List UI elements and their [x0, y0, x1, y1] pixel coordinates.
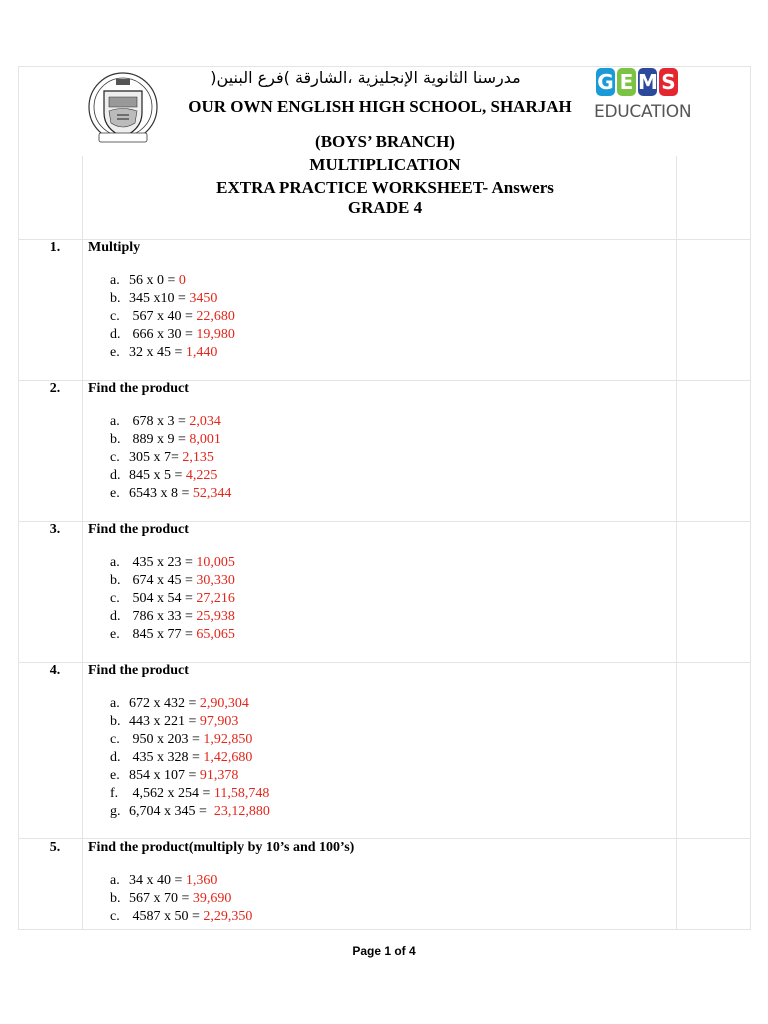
answer-item	[110, 713, 270, 731]
branch-label: (BOYS’ BRANCH)	[315, 132, 455, 151]
answer-item	[110, 749, 270, 767]
question-number: 4.	[49, 663, 61, 678]
item-answer: 52,344	[192, 486, 232, 501]
item-answer: 2,034	[189, 414, 221, 429]
item-answer: 0	[178, 273, 186, 288]
item-letter: b.	[110, 573, 121, 588]
page-number: Page 1 of 4	[352, 944, 416, 958]
item-problem: 6,704 x 345 =	[129, 804, 214, 819]
item-letter: c.	[110, 909, 120, 924]
question-number: 3.	[49, 522, 61, 537]
item-letter: d.	[110, 609, 121, 624]
worksheet-title: EXTRA PRACTICE WORKSHEET- Answers	[216, 178, 554, 197]
item-letter: c.	[110, 450, 120, 465]
question-title: Find the product	[88, 381, 189, 396]
answer-item	[110, 449, 231, 467]
item-problem: 4,562 x 254 =	[129, 786, 214, 801]
item-answer: 97,903	[199, 714, 239, 729]
answer-item	[110, 767, 270, 785]
question-items	[110, 695, 270, 821]
item-letter: c.	[110, 591, 120, 606]
answer-item	[110, 803, 270, 821]
item-answer: 11,58,748	[213, 786, 270, 801]
item-letter: g.	[110, 804, 121, 819]
item-answer: 2,135	[182, 450, 214, 465]
answer-item	[110, 590, 235, 608]
question-items	[110, 554, 235, 644]
gems-letter: G	[597, 70, 614, 94]
item-answer: 23,12,880	[213, 804, 270, 819]
item-answer: 91,378	[199, 768, 239, 783]
item-problem: 435 x 23 =	[129, 555, 197, 570]
item-problem: 845 x 77 =	[129, 627, 197, 642]
answer-item	[110, 344, 235, 362]
item-problem: 4587 x 50 =	[129, 909, 204, 924]
item-letter: a.	[110, 414, 120, 429]
item-problem: 672 x 432 =	[129, 696, 200, 711]
question-items	[110, 872, 252, 926]
item-answer: 1,440	[185, 345, 218, 360]
item-answer: 30,330	[196, 573, 235, 588]
question-title: Find the product(multiply by 10’s and 100’s)	[88, 840, 355, 855]
item-problem: 6543 x 8 =	[129, 486, 193, 501]
item-answer: 4,225	[185, 468, 218, 483]
item-answer: 1,360	[185, 873, 218, 888]
item-letter: b.	[110, 891, 121, 906]
answer-item	[110, 908, 252, 926]
item-problem: 435 x 328 =	[129, 750, 204, 765]
item-letter: a.	[110, 555, 120, 570]
answer-item	[110, 731, 270, 749]
item-answer: 2,90,304	[199, 696, 249, 711]
item-answer: 8,001	[189, 432, 221, 447]
answer-item	[110, 872, 252, 890]
item-answer: 10,005	[196, 555, 235, 570]
item-letter: c.	[110, 732, 120, 747]
column-divider	[82, 156, 83, 929]
item-answer: 1,42,680	[203, 750, 253, 765]
question-items	[110, 272, 235, 362]
item-letter: b.	[110, 432, 121, 447]
item-problem: 443 x 221 =	[129, 714, 200, 729]
item-answer: 2,29,350	[203, 909, 253, 924]
item-problem: 504 x 54 =	[129, 591, 197, 606]
answer-item	[110, 554, 235, 572]
item-letter: b.	[110, 291, 121, 306]
item-problem: 854 x 107 =	[129, 768, 200, 783]
item-letter: a.	[110, 696, 120, 711]
answer-item	[110, 890, 252, 908]
item-problem: 32 x 45 =	[129, 345, 186, 360]
item-answer: 19,980	[196, 327, 235, 342]
question-number: 5.	[49, 840, 61, 855]
gems-letter: E	[617, 68, 636, 96]
answer-item	[110, 785, 270, 803]
answer-item	[110, 272, 235, 290]
item-answer: 22,680	[196, 309, 235, 324]
item-problem: 786 x 33 =	[129, 609, 197, 624]
subject-title: MULTIPLICATION	[309, 155, 461, 174]
item-problem: 674 x 45 =	[129, 573, 197, 588]
item-problem: 666 x 30 =	[129, 327, 197, 342]
item-answer: 25,938	[196, 609, 235, 624]
row-divider	[19, 838, 750, 839]
school-name-arabic: مدرسنا الثانوية الإنجليزية ،الشارقة )فرع البنين(	[210, 68, 521, 87]
answer-item	[110, 608, 235, 626]
item-answer: 3450	[189, 291, 218, 306]
gems-letter: M	[638, 70, 658, 94]
item-letter: a.	[110, 873, 120, 888]
answer-item	[110, 572, 235, 590]
answer-item	[110, 308, 235, 326]
item-letter: e.	[110, 627, 120, 642]
item-letter: d.	[110, 468, 121, 483]
answer-item	[110, 467, 231, 485]
item-letter: f.	[110, 786, 119, 801]
item-letter: e.	[110, 345, 120, 360]
item-problem: 845 x 5 =	[129, 468, 186, 483]
gems-education-word: EDUCATION	[594, 102, 692, 122]
item-problem: 345 x10 =	[129, 291, 190, 306]
item-letter: d.	[110, 750, 121, 765]
question-title: Find the product	[88, 663, 189, 678]
item-letter: e.	[110, 486, 120, 501]
gems-letter: S	[659, 68, 678, 96]
answer-item	[110, 485, 231, 503]
question-items	[110, 413, 231, 503]
answer-item	[110, 290, 235, 308]
item-answer: 65,065	[196, 627, 235, 642]
answer-item	[110, 626, 235, 644]
gems-letters	[596, 68, 678, 98]
item-answer: 27,216	[196, 591, 235, 606]
item-problem: 889 x 9 =	[129, 432, 190, 447]
question-number: 2.	[49, 381, 61, 396]
question-number: 1.	[49, 240, 61, 255]
school-name: OUR OWN ENGLISH HIGH SCHOOL, SHARJAH	[188, 97, 572, 116]
item-answer: 1,92,850	[203, 732, 253, 747]
question-title: Multiply	[88, 240, 141, 255]
item-problem: 567 x 70 =	[129, 891, 193, 906]
question-title: Find the product	[88, 522, 189, 537]
item-letter: c.	[110, 309, 120, 324]
answer-item	[110, 413, 231, 431]
answer-item	[110, 431, 231, 449]
item-letter: a.	[110, 273, 120, 288]
item-letter: e.	[110, 768, 120, 783]
item-problem: 34 x 40 =	[129, 873, 186, 888]
item-problem: 56 x 0 =	[129, 273, 179, 288]
item-problem: 305 x 7=	[129, 450, 183, 465]
item-problem: 950 x 203 =	[129, 732, 204, 747]
grade-label: GRADE 4	[347, 198, 423, 217]
answer-item	[110, 326, 235, 344]
item-problem: 678 x 3 =	[129, 414, 190, 429]
school-crest-icon	[87, 71, 159, 147]
column-divider	[676, 156, 677, 929]
answer-item	[110, 695, 270, 713]
item-letter: d.	[110, 327, 121, 342]
gems-education-logo	[594, 68, 692, 124]
item-problem: 567 x 40 =	[129, 309, 197, 324]
item-answer: 39,690	[192, 891, 232, 906]
item-letter: b.	[110, 714, 121, 729]
